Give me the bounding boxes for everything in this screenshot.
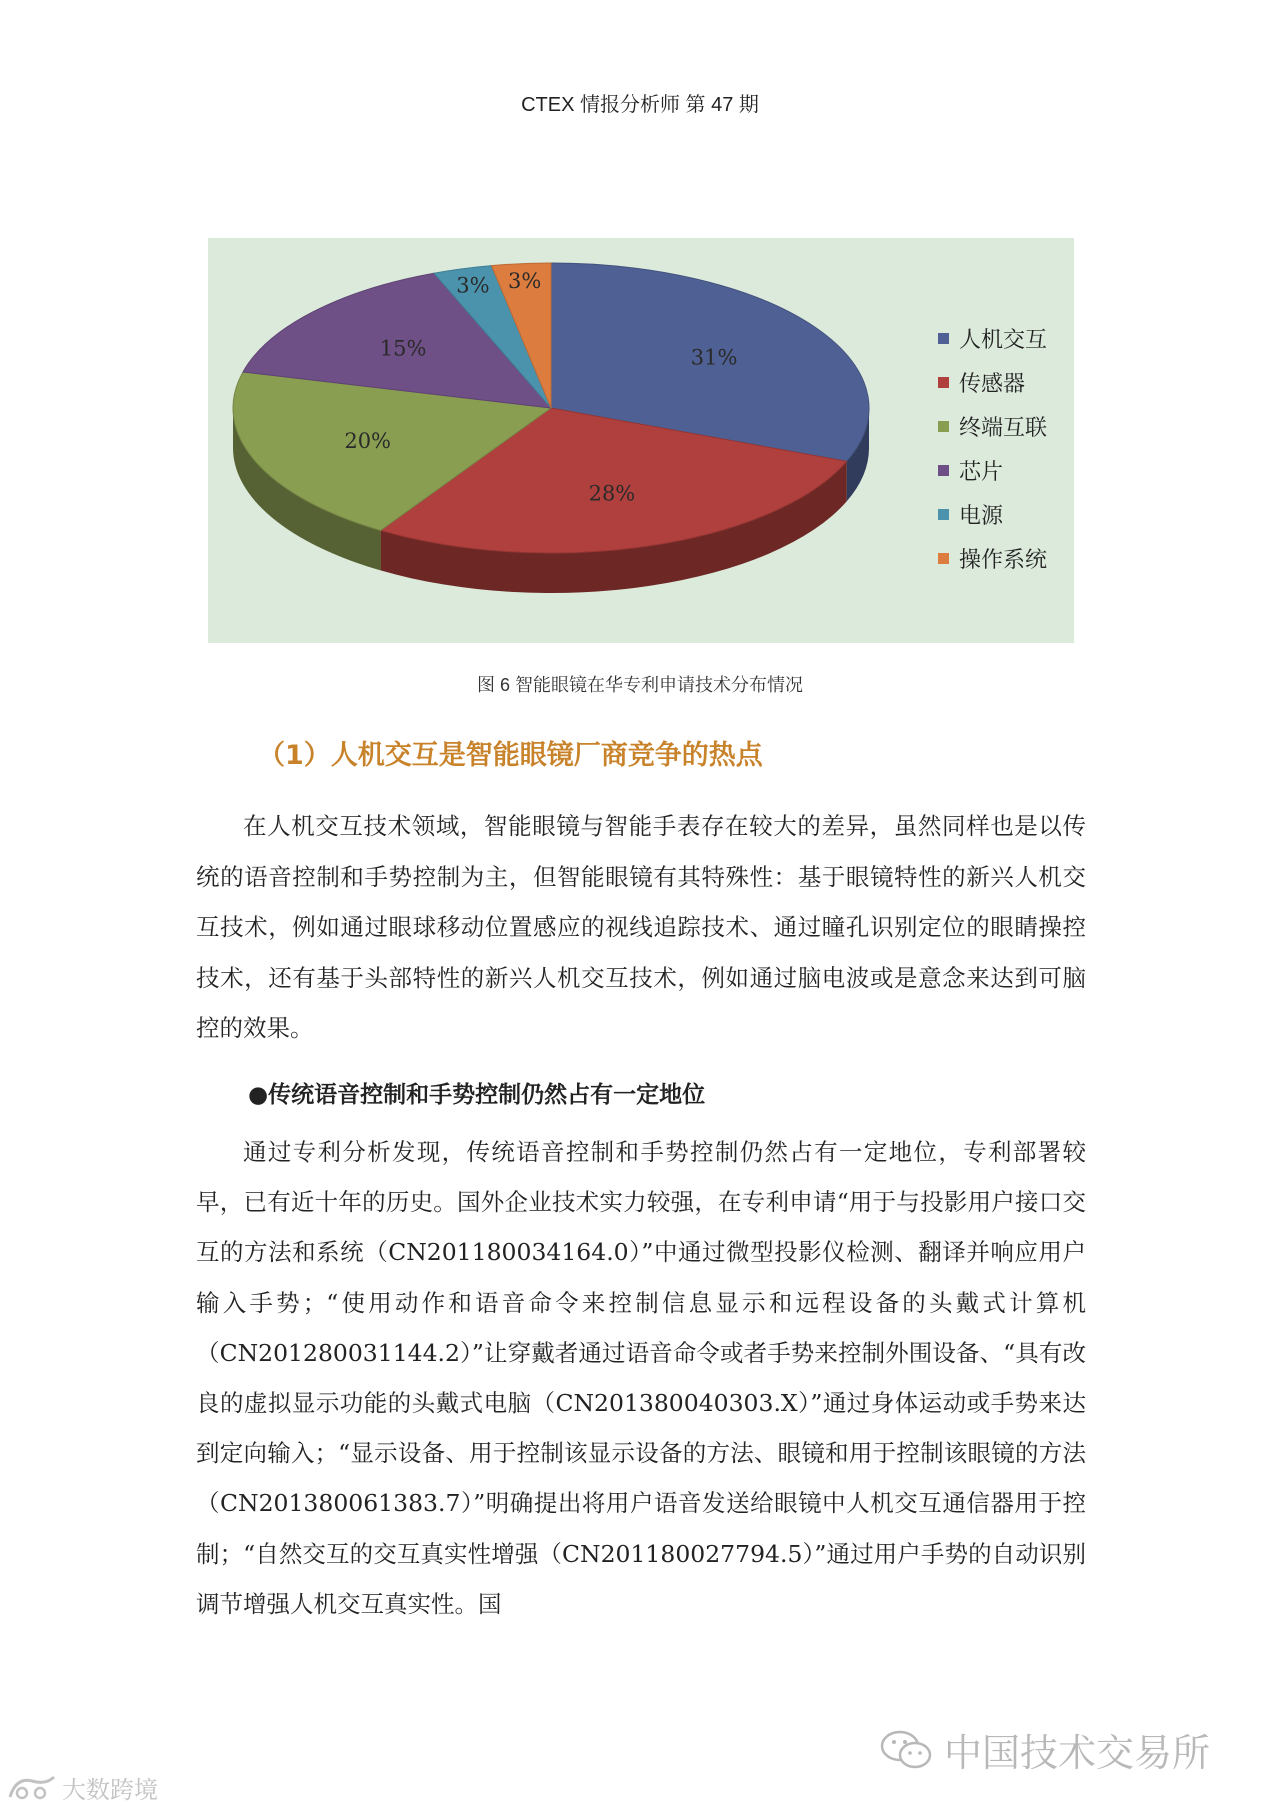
legend-swatch-2 <box>938 421 949 432</box>
section-title: （1）人机交互是智能眼镜厂商竞争的热点 <box>258 740 763 771</box>
legend-label-0: 人机交互 <box>959 327 1048 353</box>
legend-item-0 <box>938 316 1047 360</box>
legend-swatch-4 <box>938 509 949 520</box>
wechat-icon <box>880 1729 934 1771</box>
pie-value-label-4: 3% <box>456 273 490 298</box>
legend-item-2 <box>938 404 1047 448</box>
legend-label-5: 操作系统 <box>959 547 1048 573</box>
legend-swatch-1 <box>938 377 949 388</box>
chart-legend <box>938 316 1047 580</box>
page-header: CTEX 情报分析师 第 47 期 <box>521 94 759 116</box>
legend-swatch-5 <box>938 553 949 564</box>
pie-value-label-2: 20% <box>344 429 392 454</box>
pie-value-label-0: 31% <box>690 345 738 370</box>
pie-value-label-5: 3% <box>508 268 542 293</box>
legend-label-1: 传感器 <box>959 371 1026 397</box>
legend-swatch-0 <box>938 333 949 344</box>
watermark-left-text: 大数跨境 <box>62 1776 158 1804</box>
paragraph-2: 通过专利分析发现，传统语音控制和手势控制仍然占有一定地位，专利部署较早，已有近十年的历史。国外企业技术实力较强，在专利申请“用于与投影用户接口交互的方法和系统（CN201180034164.0）”中通过微型投影仪检测、翻译并响应用户输入手势；“使用动作和语音命令来控制信息显示和远程设备的头戴式计算机（CN201280031144.2）”让穿戴者通过语音命令或者手势来控制外围设备、“具有改良的虚拟显示功能的头戴式电脑（CN201380040303.X）”通过身体运动或手势来达到定向输入；“显示设备、用于控制该显示设备的方法、眼镜和用于控制该眼镜的方法（CN201380061383.7）”明确提出将用户语音发送给眼镜中人机交互通信器用于控制；“自然交互的交互真实性增强（CN201180027794.5）”通过用户手势的自动识别调节增强人机交互真实性。国 <box>196 1138 1086 1618</box>
pie-slices <box>233 263 869 553</box>
legend-label-4: 电源 <box>959 503 1004 529</box>
legend-item-5 <box>938 536 1047 580</box>
legend-item-3 <box>938 448 1047 492</box>
watermark-right <box>880 1722 1210 1777</box>
pie-chart-figure <box>208 238 1074 643</box>
legend-label-2: 终端互联 <box>959 415 1048 441</box>
legend-item-4 <box>938 492 1047 536</box>
watermark-right-text: 中国技术交易所 <box>944 1731 1211 1775</box>
paragraph-1: 在人机交互技术领域，智能眼镜与智能手表存在较大的差异，虽然同样也是以传统的语音控制和手势控制为主，但智能眼镜有其特殊性：基于眼镜特性的新兴人机交互技术，例如通过眼球移动位置感应的视线追踪技术、通过瞳孔识别定位的眼睛操控技术，还有基于头部特性的新兴人机交互技术，例如通过脑电波或是意念来达到可脑控的效果。 <box>196 812 1086 1043</box>
legend-item-1 <box>938 360 1047 404</box>
legend-swatch-3 <box>938 465 949 476</box>
bullet-heading: ●传统语音控制和手势控制仍然占有一定地位 <box>248 1082 706 1108</box>
watermark-left <box>6 1770 158 1805</box>
legend-label-3: 芯片 <box>959 459 1004 485</box>
logo-icon <box>6 1773 58 1803</box>
pie-value-label-1: 28% <box>588 481 636 506</box>
figure-caption: 图 6 智能眼镜在华专利申请技术分布情况 <box>476 675 803 695</box>
pie-value-label-3: 15% <box>379 336 427 361</box>
